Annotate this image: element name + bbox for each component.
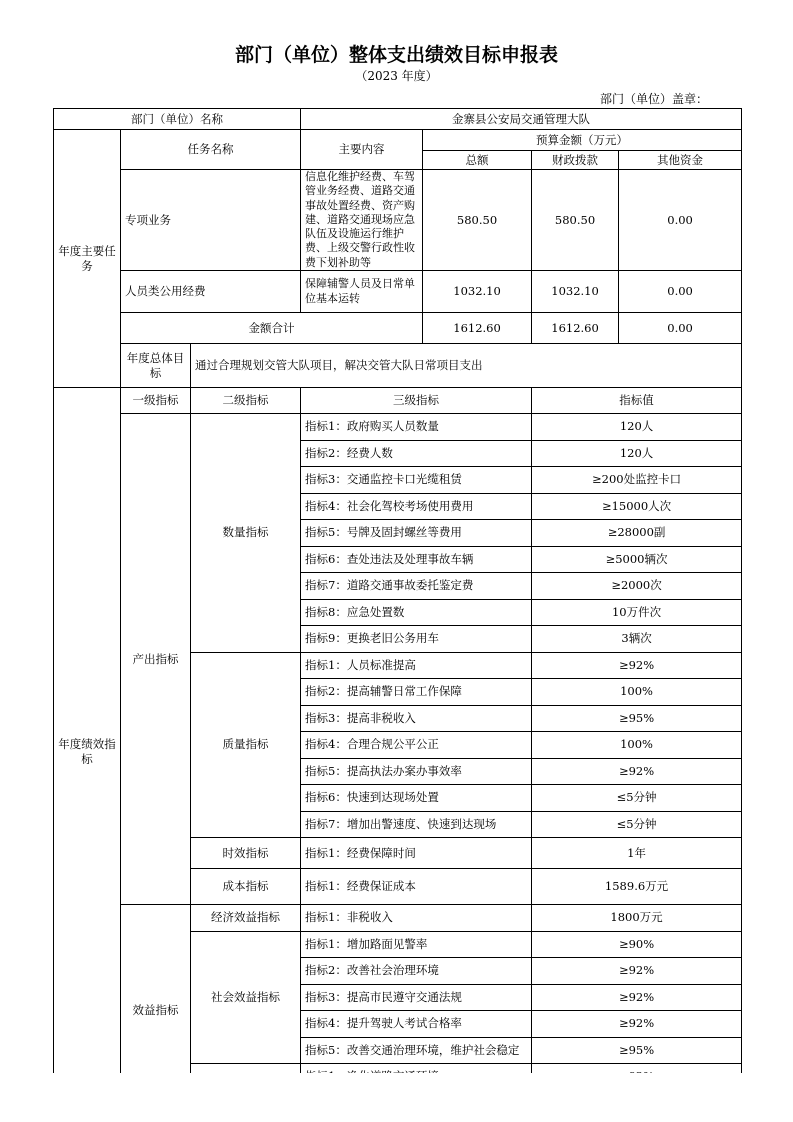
indicator-value: ≥2000次 xyxy=(532,573,742,600)
task-other: 0.00 xyxy=(619,271,742,313)
indicator-name: 指标1：政府购买人员数量 xyxy=(301,414,532,441)
indicator-value: ≥92% xyxy=(532,652,742,679)
task-content: 保障辅警人员及日常单位基本运转 xyxy=(301,271,423,313)
col-level2: 二级指标 xyxy=(191,388,301,414)
indicator-name: 指标4：合理合规公平公正 xyxy=(301,732,532,759)
col-main-content: 主要内容 xyxy=(301,130,423,170)
indicator-name: 指标2：改善社会治理环境 xyxy=(301,958,532,985)
indicator-name: 指标8：应急处置数 xyxy=(301,599,532,626)
indicator-value: 1800万元 xyxy=(532,905,742,932)
indicator-value: ≥92% xyxy=(532,758,742,785)
indicator-value: ≥15000人次 xyxy=(532,493,742,520)
indicator-name: 指标1：经费保障时间 xyxy=(301,838,532,869)
indicator-value: ≥92% xyxy=(532,984,742,1011)
indicator-name: 指标9：更换老旧公务用车 xyxy=(301,626,532,653)
stamp-label: 部门（单位）盖章： xyxy=(599,92,708,106)
indicator-value: ≥92% xyxy=(532,1011,742,1038)
col-budget: 预算金额（万元） xyxy=(423,130,742,151)
task-fiscal: 1032.10 xyxy=(532,271,619,313)
col-value: 指标值 xyxy=(532,388,742,414)
timeliness-indicator-label: 时效指标 xyxy=(191,838,301,869)
indicator-name: 指标4：社会化驾校考场使用费用 xyxy=(301,493,532,520)
col-fiscal: 财政拨款 xyxy=(532,151,619,170)
indicator-value: 120人 xyxy=(532,414,742,441)
indicator-value: 1589.6万元 xyxy=(532,869,742,905)
economic-indicator-label: 经济效益指标 xyxy=(191,905,301,932)
col-level3: 三级指标 xyxy=(301,388,532,414)
social-indicator-label: 社会效益指标 xyxy=(191,931,301,1064)
indicator-name: 指标1：经费保证成本 xyxy=(301,869,532,905)
indicator-name: 指标2：提高辅警日常工作保障 xyxy=(301,679,532,706)
indicator-value: ≥28000副 xyxy=(532,520,742,547)
indicator-name: 指标6：查处违法及处理事故车辆 xyxy=(301,546,532,573)
tasks-section-label: 年度主要任务 xyxy=(54,130,121,388)
sum-fiscal: 1612.60 xyxy=(532,313,619,344)
task-content: 信息化维护经费、车驾管业务经费、道路交通事故处置经费、资产购建、道路交通现场应急队伍及设施运行维护费、上级交警行政性收费下划补助等 xyxy=(301,170,423,271)
indicator-name: 指标2：经费人数 xyxy=(301,440,532,467)
task-fiscal: 580.50 xyxy=(532,170,619,271)
indicator-name: 指标4：提升驾驶人考试合格率 xyxy=(301,1011,532,1038)
col-level1: 一级指标 xyxy=(121,388,191,414)
indicator-value: ≥5000辆次 xyxy=(532,546,742,573)
task-name: 专项业务 xyxy=(121,170,301,271)
perf-section-label: 年度绩效指标 xyxy=(54,388,121,1117)
indicator-value: ≥200处监控卡口 xyxy=(532,467,742,494)
dept-label: 部门（单位）名称 xyxy=(54,109,301,130)
indicator-name: 指标1：增加路面见警率 xyxy=(301,931,532,958)
indicator-value: ≥90% xyxy=(532,931,742,958)
task-total: 1032.10 xyxy=(423,271,532,313)
task-name: 人员类公用经费 xyxy=(121,271,301,313)
output-indicator-label: 产出指标 xyxy=(121,414,191,905)
sum-total: 1612.60 xyxy=(423,313,532,344)
indicator-name: 指标5：改善交通治理环境，维护社会稳定 xyxy=(301,1037,532,1064)
performance-table xyxy=(53,108,742,1117)
indicator-value: 100% xyxy=(532,679,742,706)
indicator-value: ≤5分钟 xyxy=(532,785,742,812)
indicator-value: ≥92% xyxy=(532,958,742,985)
sum-label: 金额合计 xyxy=(121,313,423,344)
sum-other: 0.00 xyxy=(619,313,742,344)
page-title: 部门（单位）整体支出绩效目标申报表 xyxy=(234,44,558,66)
goal-label: 年度总体目标 xyxy=(121,344,191,388)
indicator-value: ≥95% xyxy=(532,1037,742,1064)
page-cutoff xyxy=(0,1073,793,1122)
page-subtitle: （2023 年度） xyxy=(355,69,438,83)
indicator-name: 指标7：增加出警速度、快速到达现场 xyxy=(301,811,532,838)
indicator-name: 指标5：号牌及固封螺丝等费用 xyxy=(301,520,532,547)
indicator-name: 指标5：提高执法办案办事效率 xyxy=(301,758,532,785)
indicator-value: ≥95% xyxy=(532,705,742,732)
indicator-name: 指标3：交通监控卡口光缆租赁 xyxy=(301,467,532,494)
col-other: 其他资金 xyxy=(619,151,742,170)
indicator-name: 指标1：人员标准提高 xyxy=(301,652,532,679)
goal-value: 通过合理规划交管大队项目，解决交管大队日常项目支出 xyxy=(191,344,742,388)
indicator-name: 指标7：道路交通事故委托鉴定费 xyxy=(301,573,532,600)
indicator-name: 指标3：提高市民遵守交通法规 xyxy=(301,984,532,1011)
indicator-name: 指标3：提高非税收入 xyxy=(301,705,532,732)
benefit-indicator-label: 效益指标 xyxy=(121,905,191,1117)
indicator-value: 1年 xyxy=(532,838,742,869)
indicator-value: 3辆次 xyxy=(532,626,742,653)
task-other: 0.00 xyxy=(619,170,742,271)
indicator-value: 100% xyxy=(532,732,742,759)
indicator-value: 10万件次 xyxy=(532,599,742,626)
indicator-value: 120人 xyxy=(532,440,742,467)
quality-indicator-label: 质量指标 xyxy=(191,652,301,838)
indicator-name: 指标6：快速到达现场处置 xyxy=(301,785,532,812)
quantity-indicator-label: 数量指标 xyxy=(191,414,301,653)
cost-indicator-label: 成本指标 xyxy=(191,869,301,905)
col-total: 总额 xyxy=(423,151,532,170)
dept-value: 金寨县公安局交通管理大队 xyxy=(301,109,742,130)
task-total: 580.50 xyxy=(423,170,532,271)
indicator-value: ≤5分钟 xyxy=(532,811,742,838)
indicator-name: 指标1：非税收入 xyxy=(301,905,532,932)
col-task-name: 任务名称 xyxy=(121,130,301,170)
